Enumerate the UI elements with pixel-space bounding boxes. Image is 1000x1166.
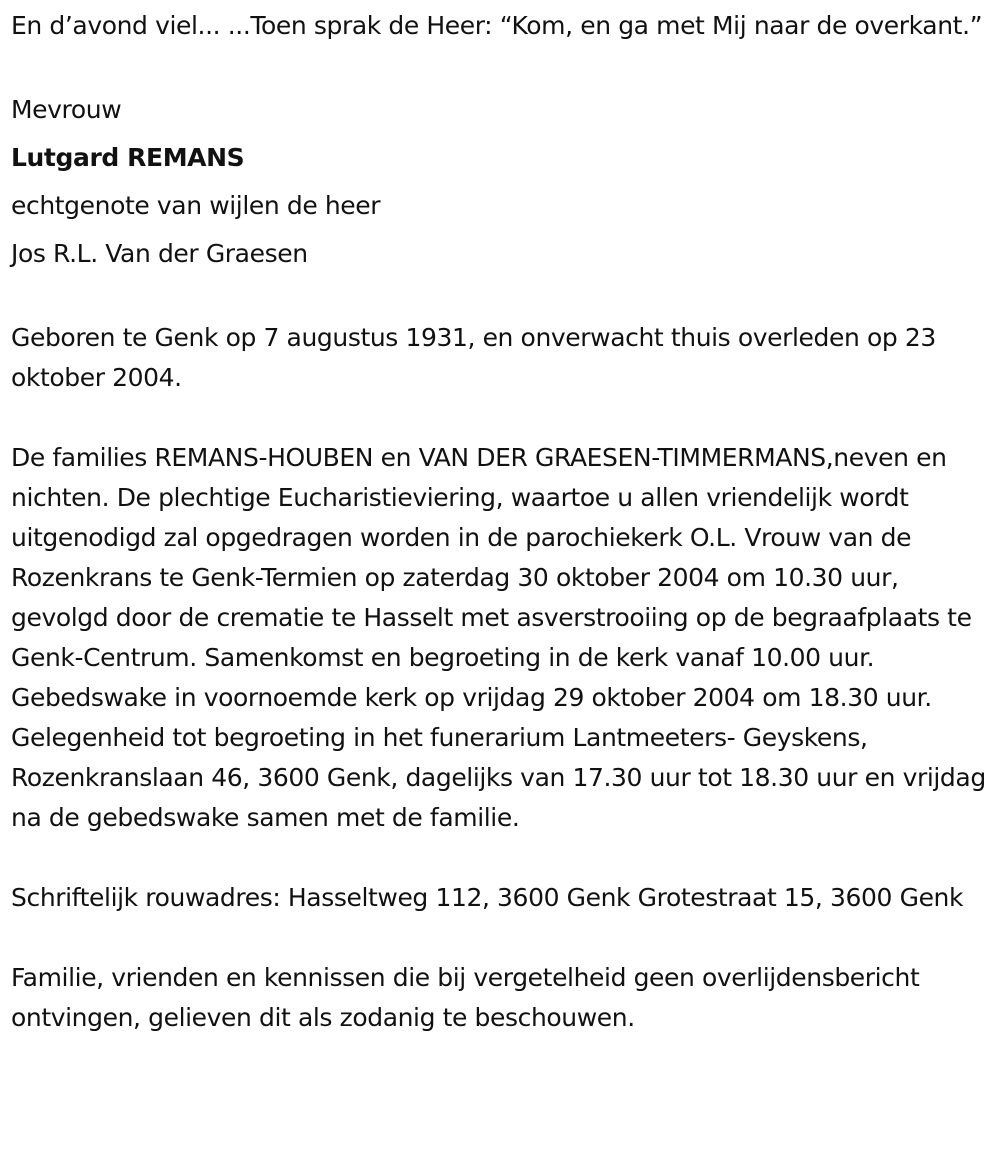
spacer	[11, 838, 996, 878]
mourning-address: Schriftelijk rouwadres: Hasseltweg 112, 3600 Genk Grotestraat 15, 3600 Genk	[11, 883, 964, 912]
honorific-title: Mevrouw	[11, 95, 122, 124]
spacer	[11, 278, 996, 318]
families-services-paragraph: De families REMANS-HOUBEN en VAN DER GRAESEN-TIMMERMANS,neven en nichten. De plechtige Eucharistieviering, waartoe u allen vriendelijk wordt uitgenodigd zal opgedragen worden in de parochiekerk O.L. Vrouw van de Rozenkrans te Genk-Termien op zaterdag 30 oktober 2004 om 10.30 uur, gevolgd door de crematie te Hasselt met asverstrooiing op de begraafplaats te Genk-Centrum. Samenkomst en begroeting in de kerk vanaf 10.00 uur. Gebedswake in voornoemde kerk op vrijdag 29 oktober 2004 om 18.30 uur. Gelegenheid tot begroeting in het funerarium Lantmeeters- Geyskens, Rozenkranslaan 46, 3600 Genk, dagelijks van 17.30 uur tot 18.30 uur en vrijdag na de gebedswake samen met de familie.	[11, 443, 986, 832]
spacer	[11, 398, 996, 438]
death-notice	[11, 6, 996, 1038]
opening-quote: En d’avond viel... ...Toen sprak de Heer: “Kom, en ga met Mij naar de overkant.”	[11, 11, 983, 40]
birth-death-paragraph: Geboren te Genk op 7 augustus 1931, en onverwacht thuis overleden op 23 oktober 2004.	[11, 323, 936, 392]
spacer	[11, 918, 996, 958]
spacer	[11, 46, 996, 86]
spouse-relation: echtgenote van wijlen de heer	[11, 191, 381, 220]
closing-paragraph: Familie, vrienden en kennissen die bij vergetelheid geen overlijdensbericht ontvingen, gelieven dit als zodanig te beschouwen.	[11, 963, 920, 1032]
deceased-name: Lutgard REMANS	[11, 143, 245, 172]
spouse-name: Jos R.L. Van der Graesen	[11, 239, 308, 268]
